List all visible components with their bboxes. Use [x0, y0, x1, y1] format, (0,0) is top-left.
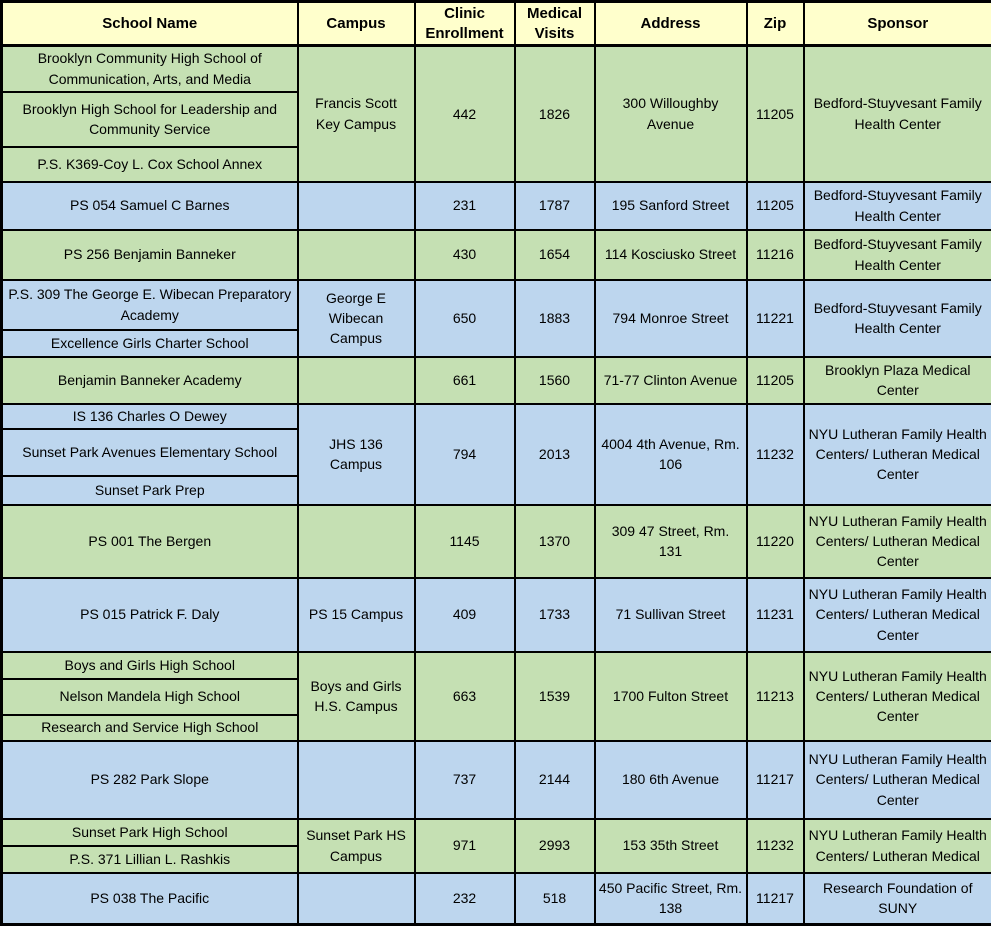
- sponsor-cell: NYU Lutheran Family Health Centers/ Lutheran Medical Center: [804, 505, 991, 578]
- campus-cell: [298, 873, 415, 925]
- address-cell: 71-77 Clinton Avenue: [595, 357, 747, 404]
- school-name-cell: Brooklyn Community High School of Communication, Arts, and Media: [2, 46, 298, 92]
- school-name-cell: Sunset Park High School: [2, 819, 298, 846]
- zip-cell: 11232: [747, 819, 804, 873]
- sponsor-cell: NYU Lutheran Family Health Centers/ Lutheran Medical Center: [804, 578, 991, 652]
- school-name-cell: Boys and Girls High School: [2, 652, 298, 679]
- school-name-cell: P.S. K369-Coy L. Cox School Annex: [2, 147, 298, 182]
- column-header-sponsor: Sponsor: [804, 2, 991, 46]
- medical-visits-cell: 1370: [515, 505, 595, 578]
- school-name-cell: IS 136 Charles O Dewey: [2, 404, 298, 429]
- zip-cell: 11220: [747, 505, 804, 578]
- zip-cell: 11231: [747, 578, 804, 652]
- clinic-enrollment-cell: 971: [415, 819, 515, 873]
- campus-cell: [298, 230, 415, 280]
- zip-cell: 11217: [747, 741, 804, 819]
- clinic-enrollment-cell: 663: [415, 652, 515, 741]
- zip-cell: 11205: [747, 182, 804, 230]
- medical-visits-cell: 1826: [515, 46, 595, 182]
- medical-visits-cell: 518: [515, 873, 595, 925]
- campus-cell: [298, 182, 415, 230]
- address-cell: 180 6th Avenue: [595, 741, 747, 819]
- campus-cell: PS 15 Campus: [298, 578, 415, 652]
- column-header-clinic-enrollment: Clinic Enrollment: [415, 2, 515, 46]
- sponsor-cell: Brooklyn Plaza Medical Center: [804, 357, 991, 404]
- address-cell: 4004 4th Avenue, Rm. 106: [595, 404, 747, 505]
- school-name-cell: Sunset Park Avenues Elementary School: [2, 429, 298, 476]
- school-name-cell: P.S. 309 The George E. Wibecan Preparatory Academy: [2, 280, 298, 330]
- sponsor-cell: Bedford-Stuyvesant Family Health Center: [804, 46, 991, 182]
- campus-cell: [298, 357, 415, 404]
- school-name-cell: Sunset Park Prep: [2, 476, 298, 505]
- address-cell: 71 Sullivan Street: [595, 578, 747, 652]
- sponsor-cell: Bedford-Stuyvesant Family Health Center: [804, 182, 991, 230]
- table-row: [2, 652, 991, 679]
- table-row: [2, 182, 991, 230]
- zip-cell: 11217: [747, 873, 804, 925]
- column-header-campus: Campus: [298, 2, 415, 46]
- table-row: [2, 873, 991, 925]
- zip-cell: 11205: [747, 357, 804, 404]
- clinic-enrollment-cell: 442: [415, 46, 515, 182]
- school-name-cell: PS 282 Park Slope: [2, 741, 298, 819]
- medical-visits-cell: 2993: [515, 819, 595, 873]
- column-header-medical-visits: Medical Visits: [515, 2, 595, 46]
- zip-cell: 11221: [747, 280, 804, 357]
- clinic-enrollment-cell: 650: [415, 280, 515, 357]
- sponsor-cell: NYU Lutheran Family Health Centers/ Lutheran Medical Center: [804, 652, 991, 741]
- address-cell: 1700 Fulton Street: [595, 652, 747, 741]
- clinic-enrollment-cell: 794: [415, 404, 515, 505]
- school-name-cell: Nelson Mandela High School: [2, 679, 298, 715]
- campus-cell: George E Wibecan Campus: [298, 280, 415, 357]
- table-header-row: [2, 2, 991, 46]
- school-name-cell: PS 054 Samuel C Barnes: [2, 182, 298, 230]
- campus-cell: JHS 136 Campus: [298, 404, 415, 505]
- school-name-cell: PS 256 Benjamin Banneker: [2, 230, 298, 280]
- medical-visits-cell: 1654: [515, 230, 595, 280]
- clinic-enrollment-cell: 409: [415, 578, 515, 652]
- campus-cell: [298, 505, 415, 578]
- column-header-school-name: School Name: [2, 2, 298, 46]
- sponsor-cell: Bedford-Stuyvesant Family Health Center: [804, 280, 991, 357]
- zip-cell: 11216: [747, 230, 804, 280]
- school-name-cell: P.S. 371 Lillian L. Rashkis: [2, 846, 298, 873]
- campus-cell: Sunset Park HS Campus: [298, 819, 415, 873]
- medical-visits-cell: 2013: [515, 404, 595, 505]
- column-header-zip: Zip: [747, 2, 804, 46]
- clinic-enrollment-cell: 737: [415, 741, 515, 819]
- table-row: [2, 578, 991, 652]
- clinic-enrollment-cell: 231: [415, 182, 515, 230]
- table-row: [2, 357, 991, 404]
- address-cell: 195 Sanford Street: [595, 182, 747, 230]
- medical-visits-cell: 1787: [515, 182, 595, 230]
- clinic-enrollment-cell: 232: [415, 873, 515, 925]
- school-name-cell: Benjamin Banneker Academy: [2, 357, 298, 404]
- table-row: [2, 46, 991, 92]
- campus-cell: Francis Scott Key Campus: [298, 46, 415, 182]
- school-name-cell: PS 038 The Pacific: [2, 873, 298, 925]
- sponsor-cell: NYU Lutheran Family Health Centers/ Lutheran Medical Center: [804, 404, 991, 505]
- address-cell: 114 Kosciusko Street: [595, 230, 747, 280]
- school-name-cell: PS 015 Patrick F. Daly: [2, 578, 298, 652]
- zip-cell: 11213: [747, 652, 804, 741]
- address-cell: 794 Monroe Street: [595, 280, 747, 357]
- medical-visits-cell: 2144: [515, 741, 595, 819]
- school-name-cell: Excellence Girls Charter School: [2, 330, 298, 357]
- address-cell: 309 47 Street, Rm. 131: [595, 505, 747, 578]
- table-row: [2, 280, 991, 330]
- column-header-address: Address: [595, 2, 747, 46]
- school-name-cell: PS 001 The Bergen: [2, 505, 298, 578]
- sponsor-cell: NYU Lutheran Family Health Centers/ Lutheran Medical: [804, 819, 991, 873]
- table-row: [2, 819, 991, 846]
- zip-cell: 11232: [747, 404, 804, 505]
- clinic-enrollment-cell: 430: [415, 230, 515, 280]
- medical-visits-cell: 1560: [515, 357, 595, 404]
- table-row: [2, 505, 991, 578]
- sponsor-cell: Research Foundation of SUNY: [804, 873, 991, 925]
- table-row: [2, 741, 991, 819]
- address-cell: 300 Willoughby Avenue: [595, 46, 747, 182]
- address-cell: 153 35th Street: [595, 819, 747, 873]
- table-row: [2, 230, 991, 280]
- address-cell: 450 Pacific Street, Rm. 138: [595, 873, 747, 925]
- medical-visits-cell: 1539: [515, 652, 595, 741]
- table-row: [2, 404, 991, 429]
- school-name-cell: Research and Service High School: [2, 715, 298, 741]
- sponsor-cell: NYU Lutheran Family Health Centers/ Lutheran Medical Center: [804, 741, 991, 819]
- clinic-enrollment-cell: 661: [415, 357, 515, 404]
- campus-cell: Boys and Girls H.S. Campus: [298, 652, 415, 741]
- medical-visits-cell: 1883: [515, 280, 595, 357]
- sponsor-cell: Bedford-Stuyvesant Family Health Center: [804, 230, 991, 280]
- school-name-cell: Brooklyn High School for Leadership and Community Service: [2, 92, 298, 147]
- clinic-enrollment-cell: 1145: [415, 505, 515, 578]
- zip-cell: 11205: [747, 46, 804, 182]
- campus-cell: [298, 741, 415, 819]
- medical-visits-cell: 1733: [515, 578, 595, 652]
